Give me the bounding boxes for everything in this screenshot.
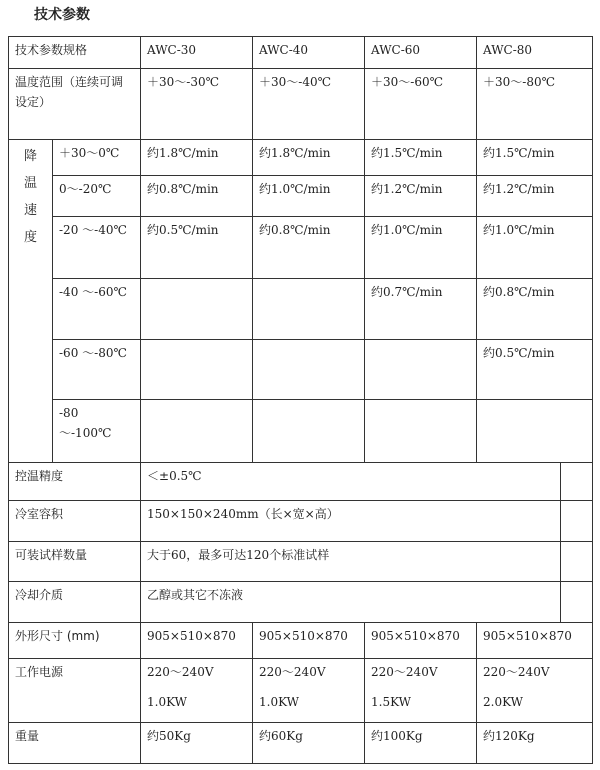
empty-cell [561,501,593,541]
power-value [477,658,593,723]
cooling-value: 约1.5℃/min [365,139,477,175]
cooling-rate-row [9,216,593,279]
power-value [141,658,253,723]
dimensions-value: 905×510×870 [365,622,477,658]
cooling-rate-row [9,339,593,400]
dimensions-value: 905×510×870 [141,622,253,658]
cooling-value: 约0.5℃/min [477,339,593,400]
model-header: AWC-80 [477,37,593,69]
header-row [9,37,593,69]
cooling-value [253,400,365,463]
power-voltage: 220～240V [371,664,438,679]
medium-row [9,582,593,622]
temp-range-row [9,69,593,140]
temp-range-value: ＋30～-30℃ [141,69,253,140]
power-voltage: 220～240V [147,664,214,679]
cooling-value [477,400,593,463]
cooling-value [365,339,477,400]
cooling-rate-label-char: 降 [23,148,37,164]
power-voltage: 220～240V [483,664,550,679]
cooling-value [141,339,253,400]
medium-label: 冷却介质 [9,582,141,622]
power-watts: 1.0KW [259,694,299,709]
temp-range-label: 温度范围（连续可调设定） [9,69,141,140]
cooling-value: 约0.5℃/min [141,216,253,279]
temp-range-value: ＋30～-80℃ [477,69,593,140]
model-header: AWC-40 [253,37,365,69]
chamber-label: 冷室容积 [9,501,141,541]
power-watts: 2.0KW [483,694,523,709]
cooling-value: 约1.0℃/min [477,216,593,279]
weight-value: 约120Kg [477,723,593,764]
power-label: 工作电源 [9,658,141,723]
power-watts: 1.0KW [147,694,187,709]
cooling-range: -20 ～-40℃ [53,216,141,279]
temp-range-value: ＋30～-60℃ [365,69,477,140]
temp-range-value: ＋30～-40℃ [253,69,365,140]
cooling-value: 约1.2℃/min [477,176,593,216]
cooling-value: 约1.2℃/min [365,176,477,216]
weight-label: 重量 [9,723,141,764]
dimensions-value: 905×510×870 [477,622,593,658]
header-label: 技术参数规格 [9,37,141,69]
cooling-range: -60 ～-80℃ [53,339,141,400]
weight-value: 约60Kg [253,723,365,764]
capacity-row [9,541,593,581]
weight-value: 约50Kg [141,723,253,764]
cooling-value: 约1.8℃/min [253,139,365,175]
cooling-value: 约1.0℃/min [253,176,365,216]
dimensions-row [9,622,593,658]
cooling-value: 约0.8℃/min [477,279,593,340]
chamber-row [9,501,593,541]
cooling-rate-row [9,279,593,340]
capacity-label: 可装试样数量 [9,541,141,581]
dimensions-value: 905×510×870 [253,622,365,658]
cooling-rate-row [9,400,593,463]
cooling-value: 约1.0℃/min [365,216,477,279]
precision-value: ＜±0.5℃ [141,463,561,501]
empty-cell [561,463,593,501]
cooling-rate-label [9,139,53,462]
power-voltage: 220～240V [259,664,326,679]
cooling-range: -80 ～-100℃ [53,400,141,463]
cooling-value [141,400,253,463]
dimensions-label: 外形尺寸 (mm) [9,622,141,658]
precision-label: 控温精度 [9,463,141,501]
cooling-value [253,279,365,340]
chamber-value: 150×150×240mm（长×宽×高） [141,501,561,541]
power-value [365,658,477,723]
spec-table [8,36,593,764]
cooling-rate-row [9,139,593,175]
cooling-range: 0～-20℃ [53,176,141,216]
cooling-value [141,279,253,340]
power-watts: 1.5KW [371,694,411,709]
precision-row [9,463,593,501]
cooling-rate-label-char: 温 [23,175,37,191]
model-header: AWC-60 [365,37,477,69]
capacity-value: 大于60，最多可达120个标准试样 [141,541,561,581]
model-header: AWC-30 [141,37,253,69]
cooling-rate-row [9,176,593,216]
medium-value: 乙醇或其它不冻液 [141,582,561,622]
empty-cell [561,582,593,622]
cooling-range: ＋30～0℃ [53,139,141,175]
weight-row [9,723,593,764]
weight-value: 约100Kg [365,723,477,764]
cooling-value: 约0.8℃/min [141,176,253,216]
power-value [253,658,365,723]
empty-cell [561,541,593,581]
cooling-value [253,339,365,400]
section-title: 技术参数 [34,7,90,23]
cooling-value: 约0.7℃/min [365,279,477,340]
cooling-rate-label-char: 速 [23,202,37,218]
cooling-value [365,400,477,463]
cooling-value: 约1.5℃/min [477,139,593,175]
power-row [9,658,593,723]
cooling-range: -40 ～-60℃ [53,279,141,340]
cooling-value: 约0.8℃/min [253,216,365,279]
cooling-rate-label-char: 度 [23,229,37,245]
cooling-value: 约1.8℃/min [141,139,253,175]
